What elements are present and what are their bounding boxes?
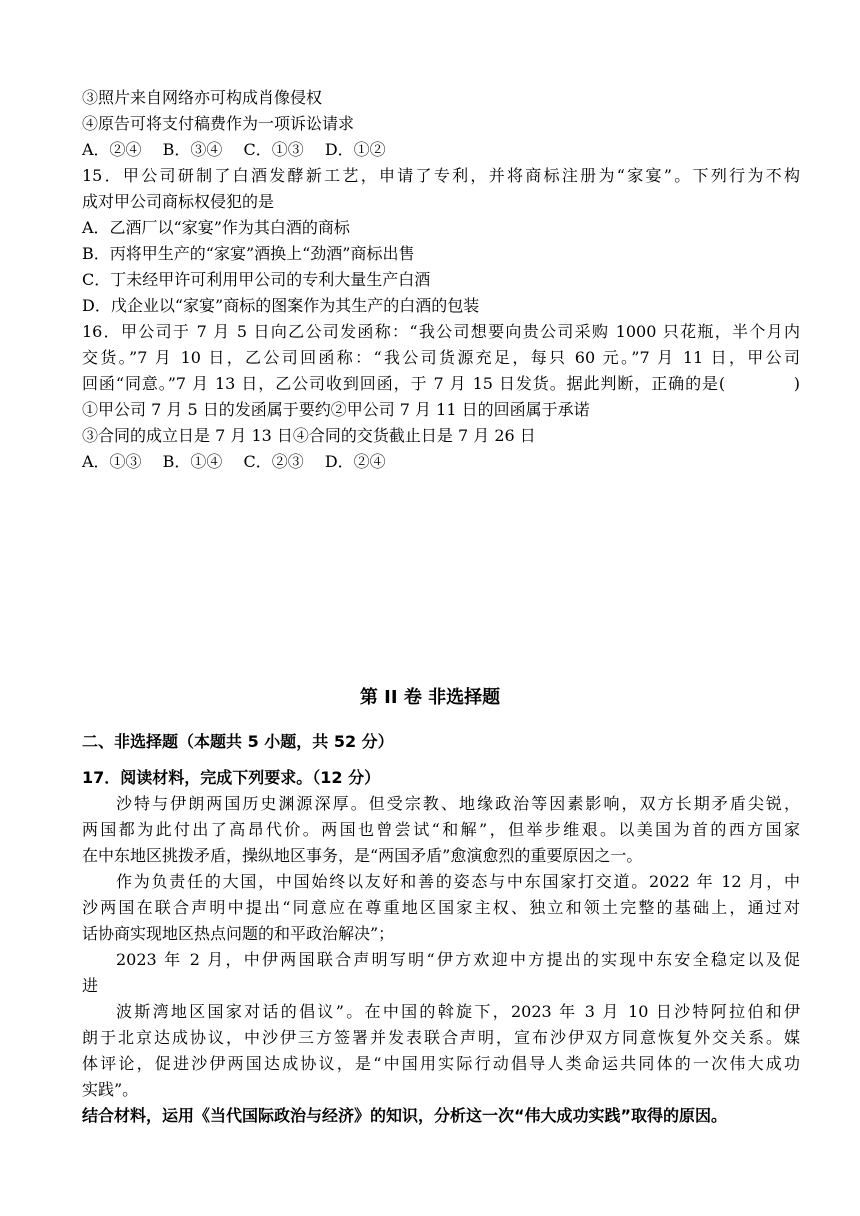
q17-paragraph1-line2: 两国都为此付出了高昂代价。两国也曾尝试“和解”，但举步维艰。以美国为首的西方国家 bbox=[82, 820, 800, 839]
q14-option-3: ③照片来自网络亦可构成肖像侵权 bbox=[82, 88, 323, 107]
q16-statement-1: ①甲公司 7 月 5 日的发函属于要约②甲公司 7 月 11 日的回函属于承诺 bbox=[82, 400, 590, 419]
q17-paragraph2-line2: 沙两国在联合声明中提出“同意应在尊重地区国家主权、独立和领土完整的基础上，通过对 bbox=[82, 898, 800, 917]
q16-stem-line3: 回函“同意。”7 月 13 日，乙公司收到回函，于 7 月 15 日发货。据此判断，正确的是( ) bbox=[82, 374, 800, 393]
q14-choices: A．②④ B．③④ C．①③ D．①② bbox=[82, 140, 386, 159]
q17-paragraph2-line3: 话协商实现地区热点问题的和平政治解决”； bbox=[82, 924, 395, 943]
q17-paragraph4-line1: 波斯湾地区国家对话的倡议”。在中国的斡旋下，2023 年 3 月 10 日沙特阿拉伯和伊 bbox=[116, 1002, 800, 1021]
q17-paragraph3-line2: 进 bbox=[82, 976, 99, 995]
q15-option-a: A．乙酒厂以“家宴”作为其白酒的商标 bbox=[82, 218, 350, 237]
q16-statement-2: ③合同的成立日是 7 月 13 日④合同的交货截止日是 7 月 26 日 bbox=[82, 426, 536, 445]
q17-paragraph4-line2: 朗于北京达成协议，中沙伊三方签署并发表联合声明，宣布沙伊双方同意恢复外交关系。媒 bbox=[82, 1028, 800, 1047]
q17-paragraph4-line3: 体评论，促进沙伊两国达成协议，是“中国用实际行动倡导人类命运共同体的一次伟大成功 bbox=[82, 1054, 800, 1073]
q16-stem-line1: 16．甲公司于 7 月 5 日向乙公司发函称：“我公司想要向贵公司采购 1000 只花瓶，半个月内 bbox=[82, 322, 800, 341]
q14-option-4: ④原告可将支付稿费作为一项诉讼请求 bbox=[82, 114, 355, 133]
q15-stem-line1: 15．甲公司研制了白酒发酵新工艺，申请了专利，并将商标注册为“家宴”。下列行为不构 bbox=[82, 166, 800, 185]
q15-option-c: C．丁未经甲许可利用甲公司的专利大量生产白酒 bbox=[82, 270, 431, 289]
q15-stem-line2: 成对甲公司商标权侵犯的是 bbox=[82, 192, 275, 211]
part2-title: 第 II 卷 非选择题 bbox=[359, 687, 501, 708]
q17-task: 结合材料，运用《当代国际政治与经济》的知识，分析这一次“伟大成功实践”取得的原因。 bbox=[82, 1106, 728, 1125]
q17-paragraph4-line4: 实践”。 bbox=[82, 1080, 139, 1099]
q15-option-d: D．戊企业以“家宴”商标的图案作为其生产的白酒的包装 bbox=[82, 296, 480, 315]
q17-paragraph1-line1: 沙特与伊朗两国历史渊源深厚。但受宗教、地缘政治等因素影响，双方长期矛盾尖锐， bbox=[116, 794, 800, 813]
q16-choices: A．①③ B．①④ C．②③ D．②④ bbox=[82, 452, 386, 471]
q17-heading: 17．阅读材料，完成下列要求。（12 分） bbox=[82, 768, 381, 787]
q17-paragraph1-line3: 在中东地区挑拨矛盾，操纵地区事务，是“两国矛盾”愈演愈烈的重要原因之一。 bbox=[82, 846, 643, 865]
q15-option-b: B．丙将甲生产的“家宴”酒换上“劲酒”商标出售 bbox=[82, 244, 415, 263]
part2-section-heading: 二、非选择题（本题共 5 小题，共 52 分） bbox=[82, 732, 394, 751]
q16-stem-line2: 交货。”7 月 10 日，乙公司回函称：“我公司货源充足，每只 60 元。”7 月 11 日，甲公司 bbox=[82, 348, 800, 367]
q17-paragraph2-line1: 作为负责任的大国，中国始终以友好和善的姿态与中东国家打交道。2022 年 12 月，中 bbox=[116, 872, 800, 891]
q17-paragraph3-line1: 2023 年 2 月，中伊两国联合声明写明“伊方欢迎中方提出的实现中东安全稳定以及促 bbox=[116, 950, 800, 969]
